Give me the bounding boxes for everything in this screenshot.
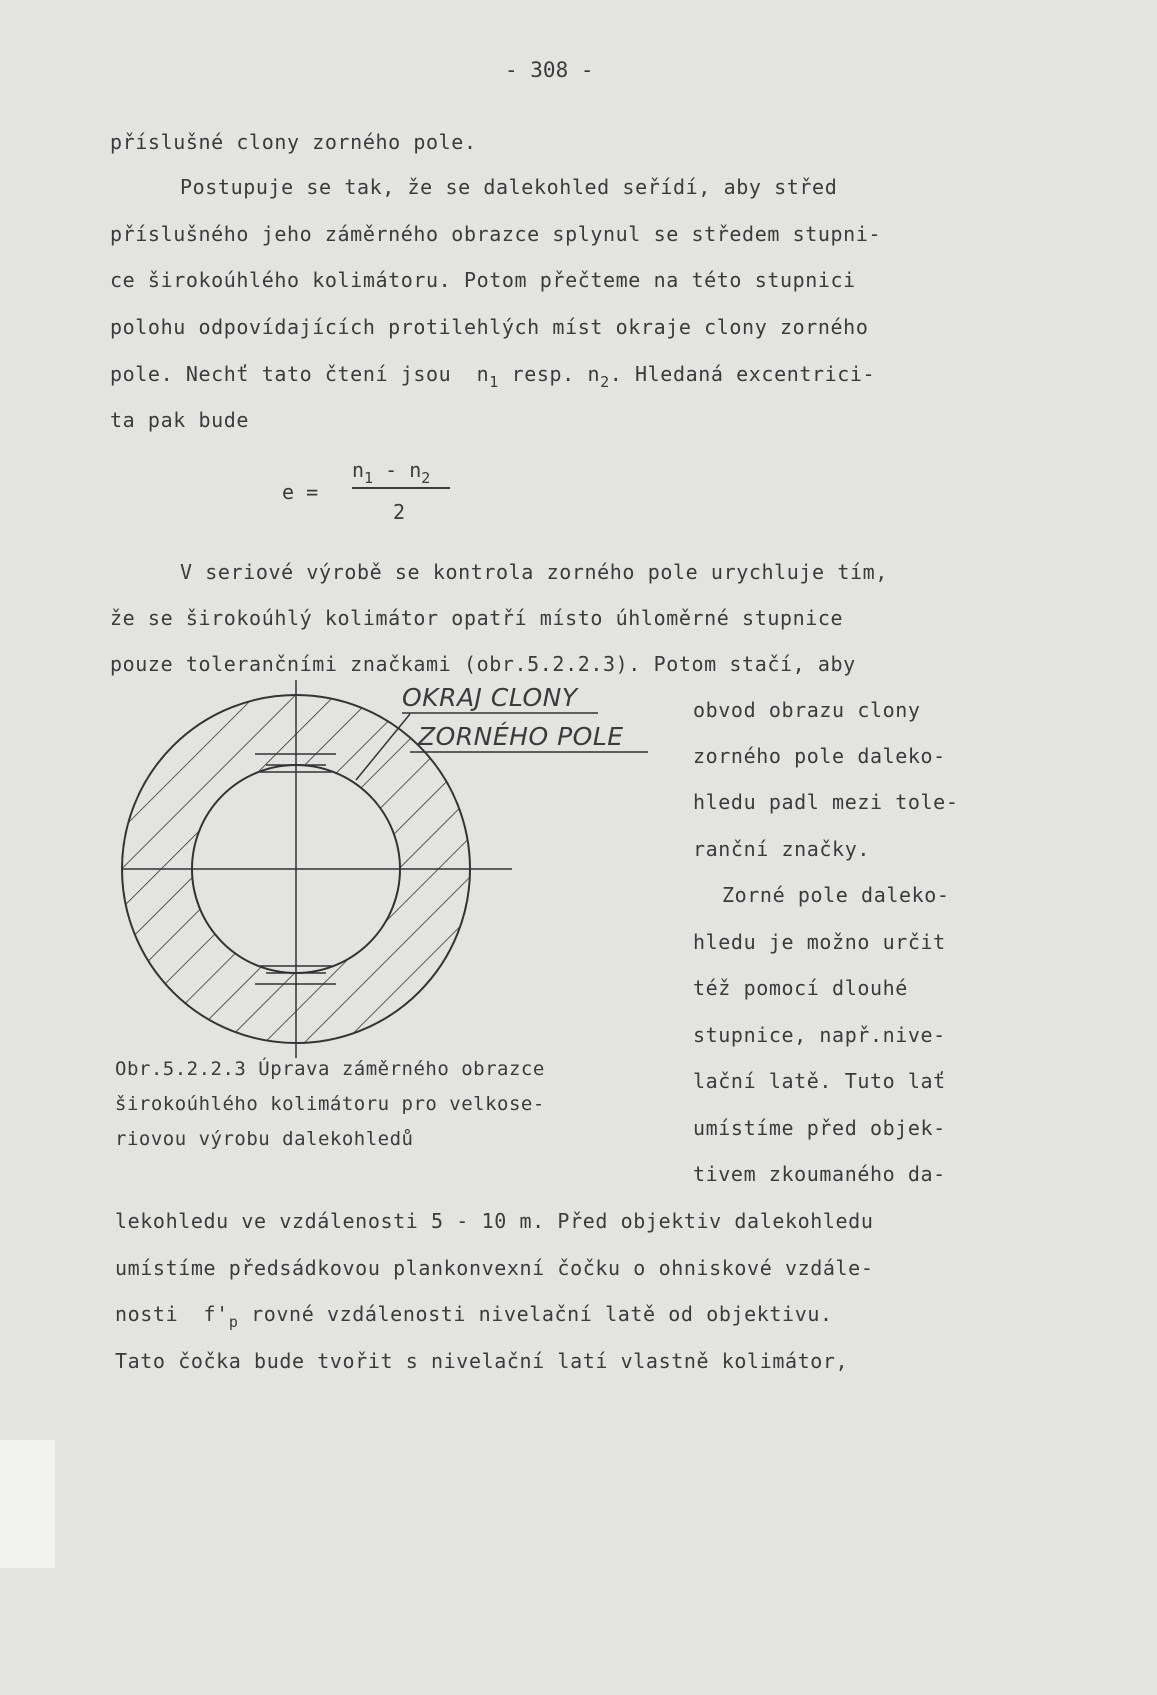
fp-symbol: $f'_p$ bbox=[203, 1302, 239, 1331]
page-number: - 308 - bbox=[505, 58, 594, 82]
figure-caption-line: Obr.5.2.2.3 Úprava záměrného obrazce bbox=[115, 1058, 545, 1080]
side-text-line: obvod obrazu clony bbox=[693, 698, 921, 722]
text-fragment: . Hledaná excentrici- bbox=[609, 362, 876, 386]
text-line: Tato čočka bude tvořit s nivelační latí vlastně kolimátor, bbox=[115, 1349, 849, 1373]
n2-symbol: $n_2$ bbox=[587, 362, 610, 391]
text-line-with-fp bbox=[115, 1302, 833, 1334]
text-fragment: pole. Nechť tato čtení jsou bbox=[110, 362, 452, 386]
text-fragment: rovné vzdálenosti nivelační latě od objektivu. bbox=[251, 1302, 833, 1326]
figure-label-edge: OKRAJ CLONY bbox=[402, 683, 578, 712]
side-text-line: též pomocí dlouhé bbox=[693, 976, 908, 1000]
text-line: polohu odpovídajících protilehlých míst okraje clony zorného bbox=[110, 315, 869, 339]
side-text-line: tivem zkoumaného da- bbox=[693, 1162, 946, 1186]
text-line: ce širokoúhlého kolimátoru. Potom přečteme na této stupnici bbox=[110, 268, 856, 292]
text-line: příslušné clony zorného pole. bbox=[110, 130, 477, 154]
side-text-line: zorného pole daleko- bbox=[693, 744, 946, 768]
side-text-line: hledu je možno určit bbox=[693, 930, 946, 954]
text-fragment: nosti bbox=[115, 1302, 179, 1326]
formula-lhs: e = bbox=[282, 480, 319, 504]
side-text-line: Zorné pole daleko- bbox=[722, 883, 950, 907]
text-line: Postupuje se tak, že se dalekohled seřídí, aby střed bbox=[180, 175, 838, 199]
resp-word: resp. bbox=[511, 362, 575, 386]
figure-caption-line: širokoúhlého kolimátoru pro velkose- bbox=[115, 1093, 545, 1115]
figure-label-field: ZORNÉHO POLE bbox=[418, 722, 624, 751]
formula-numerator: $n_1 - n_2$ bbox=[352, 458, 431, 487]
side-text-line: lační latě. Tuto lať bbox=[693, 1069, 946, 1093]
figure-caption-line: riovou výrobu dalekohledů bbox=[115, 1128, 414, 1150]
text-line: ta pak bude bbox=[110, 408, 250, 432]
text-line: pouze tolerančními značkami (obr.5.2.2.3). Potom stačí, aby bbox=[110, 652, 856, 676]
n1-symbol: $n_1$ bbox=[476, 362, 499, 391]
formula-denominator: 2 bbox=[393, 500, 406, 524]
text-line: umístíme předsádkovou plankonvexní čočku o ohniskové vzdále- bbox=[115, 1256, 874, 1280]
side-text-line: ranční značky. bbox=[693, 837, 870, 861]
side-text-line: umístíme před objek- bbox=[693, 1116, 946, 1140]
side-text-line: stupnice, např.nive- bbox=[693, 1023, 946, 1047]
text-line: V seriové výrobě se kontrola zorného pole urychluje tím, bbox=[180, 560, 888, 584]
side-text-line: hledu padl mezi tole- bbox=[693, 790, 959, 814]
text-line: příslušného jeho záměrného obrazce splynul se středem stupni- bbox=[110, 222, 882, 246]
text-line: lekohledu ve vzdálenosti 5 - 10 m. Před objektiv dalekohledu bbox=[115, 1209, 874, 1233]
text-line: že se širokoúhlý kolimátor opatří místo úhloměrné stupnice bbox=[110, 606, 844, 630]
